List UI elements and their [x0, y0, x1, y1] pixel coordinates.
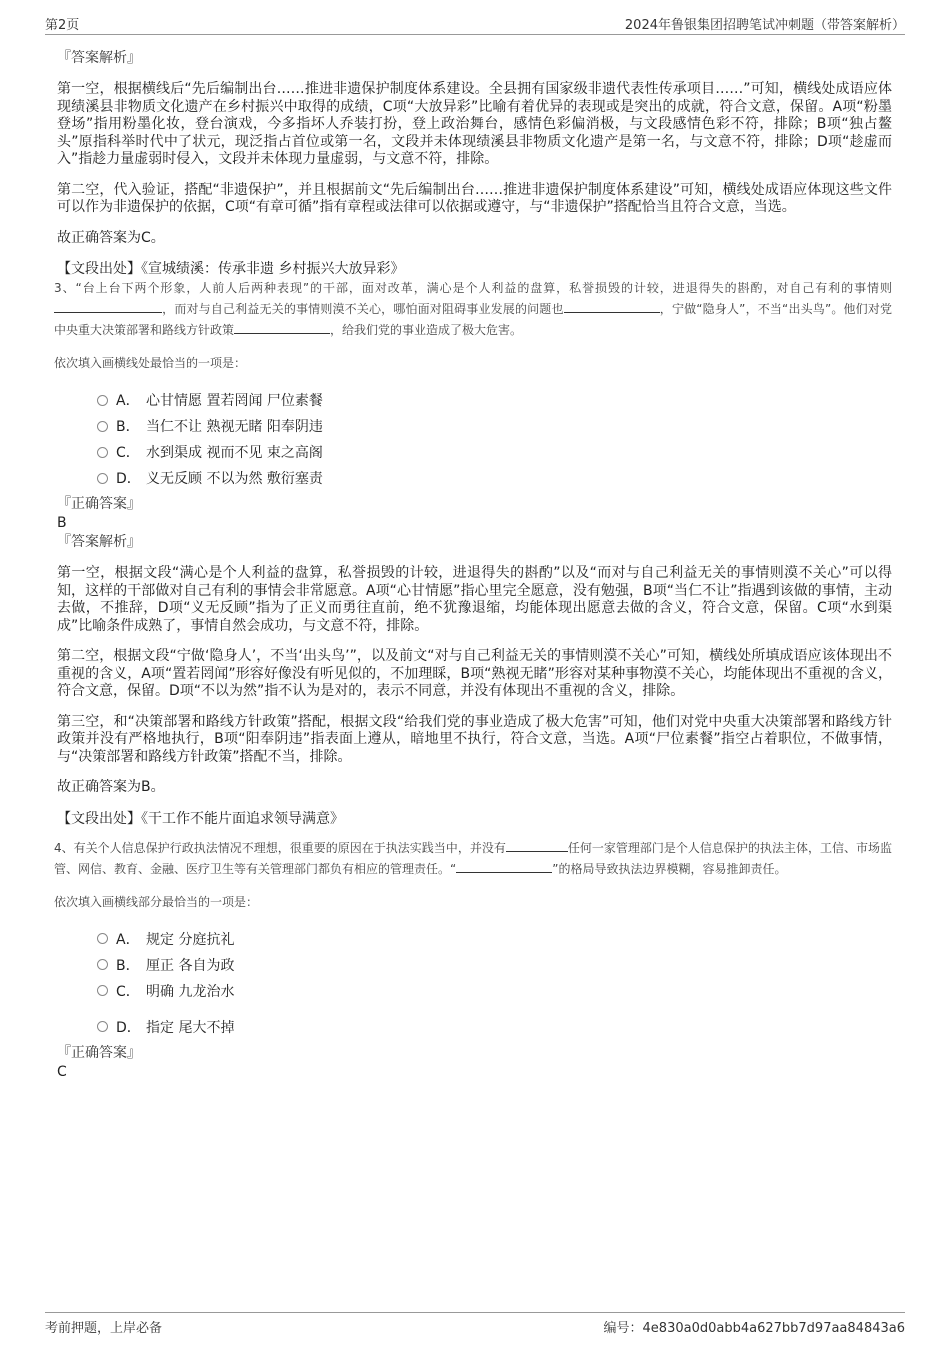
- q2-analysis-label: 『答案解析』: [57, 50, 141, 66]
- q2-analysis-p1: 第一空，根据横线后“先后编制出台……推进非遗保护制度体系建设。全县拥有国家级非遗代表性传承项目……”可知，横线处成语应体现绩溪县非物质文化遗产在乡村振兴中取得的成绩，C项“大放异彩”比喻有着优异的表现或是突出的成就，符合文意，保留。A项“粉墨登场”指用粉墨化妆，登台演戏，今多指坏人乔装打扮，登上政治舞台，感情色彩偏消极，与文段感情色彩不符，排除；B项“独占鳌头”原指科举时代中了状元，现泛指占首位或第一名，文段并未体现绩溪县非物质文化遗产是第一名，与文意不符，排除；D项“趁虚而入”指趁力量虚弱时侵入，文段并未体现力量虚弱，与文意不符，排除。: [57, 81, 892, 167]
- q3-analysis-label: 『答案解析』: [57, 534, 141, 550]
- q4-option-c[interactable]: C． 明确 九龙治水: [97, 979, 892, 1005]
- q4-stem: [54, 838, 892, 880]
- footer-code: 编号：4e830a0d0abb4a627bb7d97aa84843a6: [603, 1321, 905, 1336]
- radio-icon[interactable]: [97, 447, 108, 458]
- q3-option-b[interactable]: B． 当仁不让 熟视无睹 阳奉阴违: [97, 414, 892, 440]
- q4-option-a[interactable]: A． 规定 分庭抗礼: [97, 927, 892, 953]
- q3-stem-part1: 3、“台上台下两个形象，人前人后两种表现”的干部，面对改革，满心是个人利益的盘算，私誉损毁的计较，进退得失的斟酌，对自己有利的事情则: [54, 281, 892, 295]
- page-header: [45, 12, 905, 35]
- q2-conclusion: 故正确答案为C。: [57, 229, 165, 246]
- q3-conclusion: 故正确答案为B。: [57, 779, 165, 795]
- q4-stem-part1: 4、有关个人信息保护行政执法情况不理想，很重要的原因在于执法实践当中，并没有: [54, 840, 506, 855]
- q3-analysis-p3: 第三空，和“决策部署和路线方针政策”搭配，根据文段“给我们党的事业造成了极大危害”可知，他们对党中央重大决策部署和路线方针政策并没有严格地执行，B项“阳奉阴违”指表面上遵从，暗地里不执行，符合文意，当选。A项“尸位素餐”指空占着职位，不做事情，与“决策部署和路线方针政策”搭配不当，排除。: [57, 713, 892, 765]
- q3-source: 【文段出处】《干工作不能片面追求领导满意》: [57, 810, 344, 827]
- q4-stem-part3: ”的格局导致执法边界模糊，容易推卸责任。: [552, 861, 787, 876]
- q3-prompt: 依次填入画横线处最恰当的一项是：: [54, 356, 247, 370]
- q3-blank-2: [564, 300, 660, 313]
- q3-analysis-p1: 第一空，根据文段“满心是个人利益的盘算，私誉损毁的计较，进退得失的斟酌”以及“而对与自己利益无关的事情则漠不关心”可以得知，这样的干部做对自己有利的事情会非常愿意。A项“心甘情愿”指心里完全愿意，没有勉强，B项“当仁不让”指遇到该做的事情，主动去做，不推辞，D项“义无反顾”指为了正义而勇往直前，绝不犹豫退缩，均能体现出愿意去做的含义，符合文意，保留。C项“水到渠成”比喻条件成熟了，事情自然会成功，与文意不符，排除。: [57, 565, 892, 634]
- page-footer: [45, 1312, 905, 1335]
- q4-option-d[interactable]: D． 指定 尾大不掉: [97, 1015, 892, 1041]
- radio-icon[interactable]: [97, 1021, 108, 1032]
- radio-icon[interactable]: [97, 421, 108, 432]
- q3-stem-part3: ，宁做“隐身人”，不当“出头鸟”。他们对党中央重大决策部署和路线方针政策: [54, 302, 892, 337]
- radio-icon[interactable]: [97, 985, 108, 996]
- document-title: 2024年鲁银集团招聘笔试冲刺题（带答案解析）: [624, 18, 905, 33]
- q4-answer-label: 『正确答案』: [57, 1044, 141, 1061]
- q4-option-b[interactable]: B． 厘正 各自为政: [97, 953, 892, 979]
- q3-option-c[interactable]: C． 水到渠成 视而不见 束之高阁: [97, 440, 892, 466]
- q3-answer: B: [57, 515, 67, 531]
- page-number: 第2页: [45, 18, 80, 33]
- q4-prompt: 依次填入画横线部分最恰当的一项是：: [54, 894, 259, 909]
- q3-blank-3: [234, 321, 330, 334]
- radio-icon[interactable]: [97, 933, 108, 944]
- radio-icon[interactable]: [97, 473, 108, 484]
- q4-blank-1: [506, 839, 568, 852]
- footer-slogan: 考前押题，上岸必备: [45, 1321, 163, 1336]
- q3-option-a[interactable]: A． 心甘情愿 置若罔闻 尸位素餐: [97, 388, 892, 414]
- q3-stem-part2: ，而对与自己利益无关的事情则漠不关心，哪怕面对阻碍事业发展的问题也: [162, 302, 564, 316]
- q3-option-d[interactable]: D． 义无反顾 不以为然 敷衍塞责: [97, 466, 892, 492]
- q3-options: [97, 388, 892, 492]
- q3-stem: [54, 278, 892, 341]
- q2-analysis-p2: 第二空，代入验证，搭配“非遗保护”，并且根据前文“先后编制出台……推进非遗保护制度体系建设”可知，横线处成语应体现这些文件可以作为非遗保护的依据，C项“有章可循”指有章程或法律可以依据或遵守，与“非遗保护”搭配恰当且符合文意，当选。: [57, 181, 892, 215]
- q4-stem-part2: 任何一家管理部门是个人信息保护的执法主体，工信、市场监管、网信、教育、金融、医疗卫生等有关管理部门都负有相应的管理责任。“: [54, 840, 892, 876]
- q4-blank-2: [456, 860, 552, 873]
- radio-icon[interactable]: [97, 959, 108, 970]
- document-body: [54, 48, 892, 1081]
- q3-blank-1: [54, 300, 162, 313]
- q2-source: 【文段出处】《宣城绩溪：传承非遗 乡村振兴大放异彩》: [57, 261, 405, 277]
- q3-analysis-p2: 第二空，根据文段“宁做‘隐身人’，不当‘出头鸟’”，以及前文“对与自己利益无关的事情则漠不关心”可知，横线处所填成语应该体现出不重视的含义，A项“置若罔闻”形容好像没有听见似的，不加理睬，B项“熟视无睹”形容对某种事物漠不关心，均能体现出不重视的含义，符合文意，保留。D项“不以为然”指不认为是对的，表示不同意，并没有体现出不重视的含义，排除。: [57, 648, 892, 699]
- radio-icon[interactable]: [97, 395, 108, 406]
- q3-stem-part4: ，给我们党的事业造成了极大危害。: [330, 323, 523, 337]
- q4-answer: C: [57, 1063, 67, 1080]
- q4-options: [97, 927, 892, 1041]
- q3-answer-label: 『正确答案』: [57, 496, 141, 512]
